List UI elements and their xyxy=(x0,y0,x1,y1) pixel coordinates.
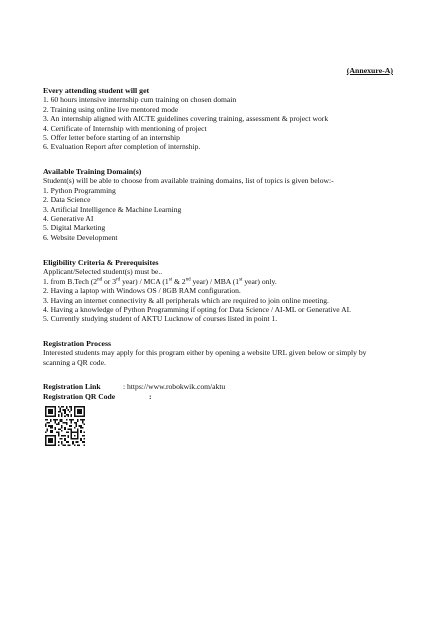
attending-item-6: 6. Evaluation Report after completion of internship. xyxy=(43,142,201,152)
eligibility-item-5: 5. Currently studying student of AKTU Lucknow of courses listed in point 1. xyxy=(43,314,278,324)
attending-heading: Every attending student will get xyxy=(43,86,150,95)
eligibility-item-1-part: year) / MCA (1 xyxy=(120,276,169,286)
domain-item-3: 3. Artificial Intelligence & Machine Learning xyxy=(43,204,182,214)
ordinal-suffix: st xyxy=(239,277,243,283)
registration-qr-row xyxy=(43,392,393,401)
annexure-label: (Annexure-A) xyxy=(346,66,393,75)
ordinal-suffix: nd xyxy=(97,277,103,283)
domain-item-1: 1. Python Programming xyxy=(43,185,116,195)
registration-link-row xyxy=(43,382,393,391)
eligibility-item-4: 4. Having a knowledge of Python Programming if opting for Data Science / AI-ML or Generative AI. xyxy=(43,305,352,315)
eligibility-item-1-part: & 2 xyxy=(172,276,186,286)
eligibility-item-1-part: or 3 xyxy=(102,276,117,286)
eligibility-item-2: 2. Having a laptop with Windows OS / 8GB RAM configuration. xyxy=(43,286,241,296)
eligibility-item-1 xyxy=(43,277,393,286)
registration-qr-label: Registration QR Code xyxy=(43,392,116,401)
ordinal-suffix: st xyxy=(168,277,173,283)
attending-item-4: 4. Certificate of Internship with mentioning of project xyxy=(43,123,207,133)
domains-section xyxy=(43,167,393,242)
attending-item-3: 3. An internship aligned with AICTE guidelines covering training, assessment & project work xyxy=(43,114,329,124)
eligibility-section xyxy=(43,258,393,324)
domain-item-6: 6. Website Development xyxy=(43,232,118,242)
attending-item-2: 2. Training using online live mentored mode xyxy=(43,104,179,114)
registration-heading: Registration Process xyxy=(43,339,112,348)
attending-item-1: 1. 60 hours intensive internship cum training on chosen domain xyxy=(43,95,237,105)
registration-link[interactable]: : https://www.robokwik.com/aktu xyxy=(123,382,226,391)
domain-item-5: 5. Digital Marketing xyxy=(43,223,106,233)
registration-section xyxy=(43,339,393,367)
eligibility-intro: Applicant/Selected student(s) must be.. xyxy=(43,267,163,277)
domain-item-4: 4. Generative AI xyxy=(43,214,94,224)
eligibility-heading: Eligibility Criteria & Prerequisites xyxy=(43,258,159,267)
eligibility-item-1-part: year) / MBA (1 xyxy=(190,276,240,286)
eligibility-item-1-part: year) only. xyxy=(242,276,277,286)
domains-heading: Available Training Domain(s) xyxy=(43,167,142,176)
eligibility-item-1-part: 1. from B.Tech (2 xyxy=(43,276,98,286)
ordinal-suffix: rd xyxy=(116,277,121,283)
eligibility-item-3: 3. Having an internet connectivity & all peripherals which are required to join online meeting. xyxy=(43,295,329,305)
attending-item-5: 5. Offer letter before starting of an internship xyxy=(43,133,180,143)
ordinal-suffix: nd xyxy=(185,277,191,283)
domain-item-2: 2. Data Science xyxy=(43,195,91,205)
registration-qr-code[interactable] xyxy=(45,406,85,446)
attending-section xyxy=(43,86,393,152)
registration-qr-colon: : xyxy=(149,392,152,401)
domains-intro: Student(s) will be able to choose from available training domains, list of topics is given below:- xyxy=(43,176,334,186)
registration-link-label: Registration Link xyxy=(43,382,101,391)
registration-text: Interested students may apply for this program either by opening a website URL given below or simply by scanning a QR code. xyxy=(43,348,367,367)
